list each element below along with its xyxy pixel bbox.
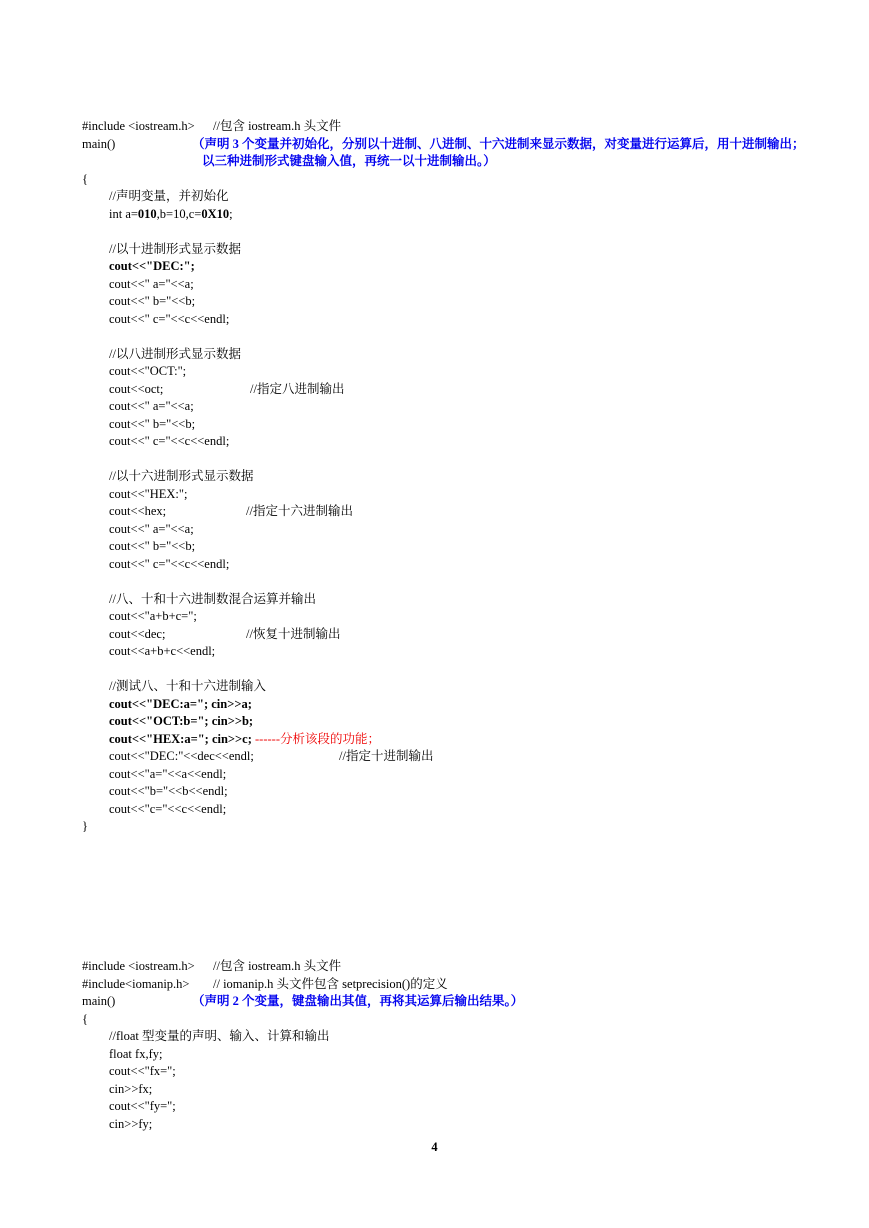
include-line — [82, 958, 342, 975]
code: cout<<"DEC:"<<dec<<endl; — [109, 749, 254, 763]
code: cout<<hex; — [109, 504, 167, 518]
code-line — [109, 748, 434, 765]
comment-decimal: //以十进制形式显示数据 — [109, 242, 241, 256]
include-comment: // iomanip.h 头文件包含 setprecision()的定义 — [213, 977, 448, 991]
program-description-2: 以三种进制形式键盘输入值，再统一以十进制输出。） — [202, 154, 496, 168]
code-line — [109, 626, 341, 643]
include-line — [82, 976, 448, 993]
code-line: cout<<" a="<<a; — [109, 277, 194, 291]
code-line: cout<<" b="<<b; — [109, 539, 196, 553]
inline-comment: //指定八进制输出 — [250, 382, 345, 396]
code-line: cout<<"b="<<b<<endl; — [109, 784, 228, 798]
code-line: cout<<"a+b+c="; — [109, 609, 197, 623]
program-description-1: （声明 3 个变量并初始化，分别以十进制、八进制、十六进制来显示数据，对变量进行运算后，用十进制输出； — [192, 137, 805, 151]
comment-float: //float 型变量的声明、输入、计算和输出 — [109, 1029, 330, 1043]
include-line — [82, 118, 342, 135]
main-signature: main() — [82, 994, 116, 1008]
include-code: #include <iostream.h> — [82, 119, 195, 133]
code-line: cout<<"fy="; — [109, 1099, 176, 1113]
program-description: （声明 2 个变量，键盘输出其值，再将其运算后输出结果。） — [192, 994, 524, 1008]
code-line: cout<<" b="<<b; — [109, 294, 196, 308]
code: cout<<"HEX:a="; cin>>c; — [109, 732, 252, 746]
main-signature: main() — [82, 137, 116, 151]
page-number: 4 — [431, 1140, 438, 1154]
declaration-line — [109, 206, 233, 223]
open-brace: { — [82, 1012, 88, 1026]
code-line: cout<<" c="<<c<<endl; — [109, 557, 230, 571]
code-line: cout<<" a="<<a; — [109, 522, 194, 536]
code-line — [109, 731, 380, 748]
code-line — [109, 503, 353, 520]
code-line: cout<<" b="<<b; — [109, 417, 196, 431]
comment-input-test: //测试八、十和十六进制输入 — [109, 679, 266, 693]
code-line: cout<<"c="<<c<<endl; — [109, 802, 227, 816]
include-code: #include<iomanip.h> — [82, 977, 190, 991]
comment-hex: //以十六进制形式显示数据 — [109, 469, 254, 483]
code-line: cin>>fy; — [109, 1117, 153, 1131]
close-brace: } — [82, 819, 88, 833]
code-line: cout<<" c="<<c<<endl; — [109, 434, 230, 448]
analysis-note: ------分析该段的功能； — [251, 732, 380, 746]
decl-hex-literal: 0X10 — [201, 207, 230, 221]
open-brace: { — [82, 172, 88, 186]
comment-mixed: //八、十和十六进制数混合运算并输出 — [109, 592, 316, 606]
code-line: cout<<"OCT:"; — [109, 364, 187, 378]
inline-comment: //指定十进制输出 — [339, 749, 434, 763]
code-line — [109, 381, 345, 398]
code-line: cout<<"HEX:"; — [109, 487, 188, 501]
code-line: cout<<"OCT:b="; cin>>b; — [109, 714, 254, 728]
inline-comment: //恢复十进制输出 — [246, 627, 341, 641]
inline-comment: //指定十六进制输出 — [246, 504, 353, 518]
code-line: cout<<"a="<<a<<endl; — [109, 767, 227, 781]
decl-part: ,b=10,c= — [156, 207, 202, 221]
code: cout<<dec; — [109, 627, 166, 641]
include-comment: //包含 iostream.h 头文件 — [213, 119, 342, 133]
decl-part: ; — [229, 207, 233, 221]
code-line: float fx,fy; — [109, 1047, 163, 1061]
code-line: cout<<"fx="; — [109, 1064, 176, 1078]
code-line: cout<<"DEC:a="; cin>>a; — [109, 697, 252, 711]
code: cout<<oct; — [109, 382, 164, 396]
decl-part: int a= — [109, 207, 138, 221]
code-line: cin>>fx; — [109, 1082, 153, 1096]
code-line: cout<<" a="<<a; — [109, 399, 194, 413]
include-comment: //包含 iostream.h 头文件 — [213, 959, 342, 973]
code-line: cout<<"DEC:"; — [109, 259, 195, 273]
comment-declare: //声明变量，并初始化 — [109, 189, 229, 203]
code-line: cout<<" c="<<c<<endl; — [109, 312, 230, 326]
include-code: #include <iostream.h> — [82, 959, 195, 973]
comment-octal: //以八进制形式显示数据 — [109, 347, 241, 361]
decl-octal-literal: 010 — [137, 207, 157, 221]
code-line: cout<<a+b+c<<endl; — [109, 644, 216, 658]
